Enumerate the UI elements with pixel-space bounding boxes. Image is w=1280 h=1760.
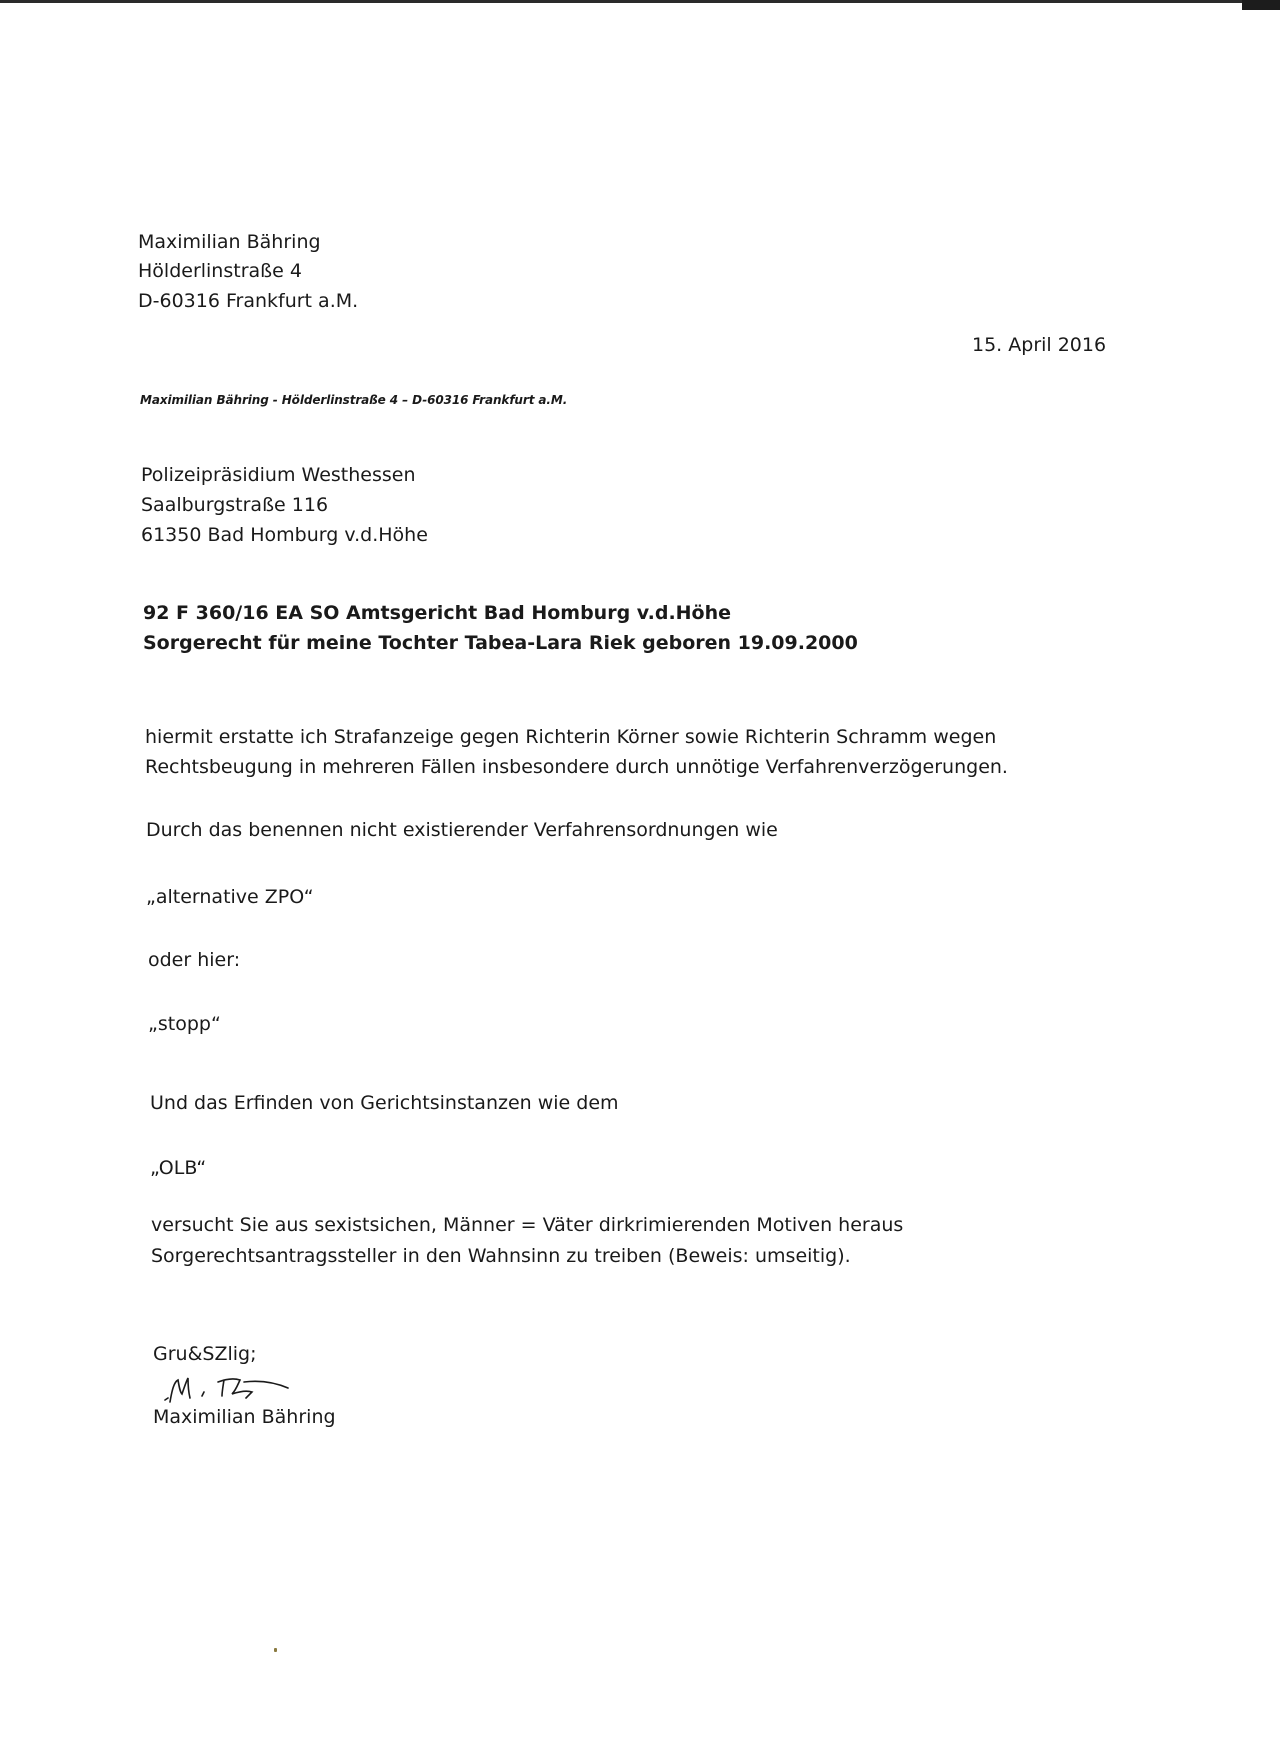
recipient-name: Polizeipräsidium Westhessen: [141, 464, 416, 486]
subject-case-number: 92 F 360/16 EA SO Amtsgericht Bad Homburg v.d.Höhe: [143, 602, 732, 624]
body-paragraph-1-line-2: Rechtsbeugung in mehreren Fällen insbesondere durch unnötige Verfahrenverzögerungen.: [145, 756, 1008, 778]
signature-name: Maximilian Bähring: [153, 1406, 336, 1428]
scan-speck: [274, 1648, 277, 1652]
closing-greeting: Gru&SZlig;: [153, 1343, 257, 1365]
return-address-line: Maximilian Bähring - Hölderlinstraße 4 – D-60316 Frankfurt a.M.: [140, 393, 568, 407]
sender-street: Hölderlinstraße 4: [138, 260, 302, 282]
quote-alternative-zpo: „alternative ZPO“: [146, 886, 314, 908]
sender-city: D-60316 Frankfurt a.M.: [138, 290, 359, 312]
handwritten-signature: [160, 1368, 320, 1408]
sender-name: Maximilian Bähring: [138, 231, 321, 253]
body-paragraph-1-line-1: hiermit erstatte ich Strafanzeige gegen Richterin Körner sowie Richterin Schramm wegen: [145, 726, 997, 748]
quote-olb: „OLB“: [150, 1157, 207, 1179]
body-paragraph-5-line-2: Sorgerechtsantragssteller in den Wahnsinn zu treiben (Beweis: umseitig).: [151, 1245, 851, 1267]
body-paragraph-2: Durch das benennen nicht existierender Verfahrensordnungen wie: [146, 819, 778, 841]
quote-stopp: „stopp“: [148, 1013, 221, 1035]
letter-date: 15. April 2016: [972, 334, 1107, 356]
recipient-street: Saalburgstraße 116: [141, 494, 329, 516]
scan-edge-corner: [1242, 0, 1280, 10]
body-paragraph-5-line-1: versucht Sie aus sexistsichen, Männer = Väter dirkrimierenden Motiven heraus: [151, 1214, 904, 1236]
subject-custody: Sorgerecht für meine Tochter Tabea-Lara Riek geboren 19.09.2000: [143, 632, 858, 654]
body-paragraph-4: Und das Erfinden von Gerichtsinstanzen wie dem: [150, 1092, 619, 1114]
body-paragraph-3: oder hier:: [148, 949, 241, 971]
scan-edge-top: [0, 0, 1280, 3]
recipient-city: 61350 Bad Homburg v.d.Höhe: [141, 524, 428, 546]
